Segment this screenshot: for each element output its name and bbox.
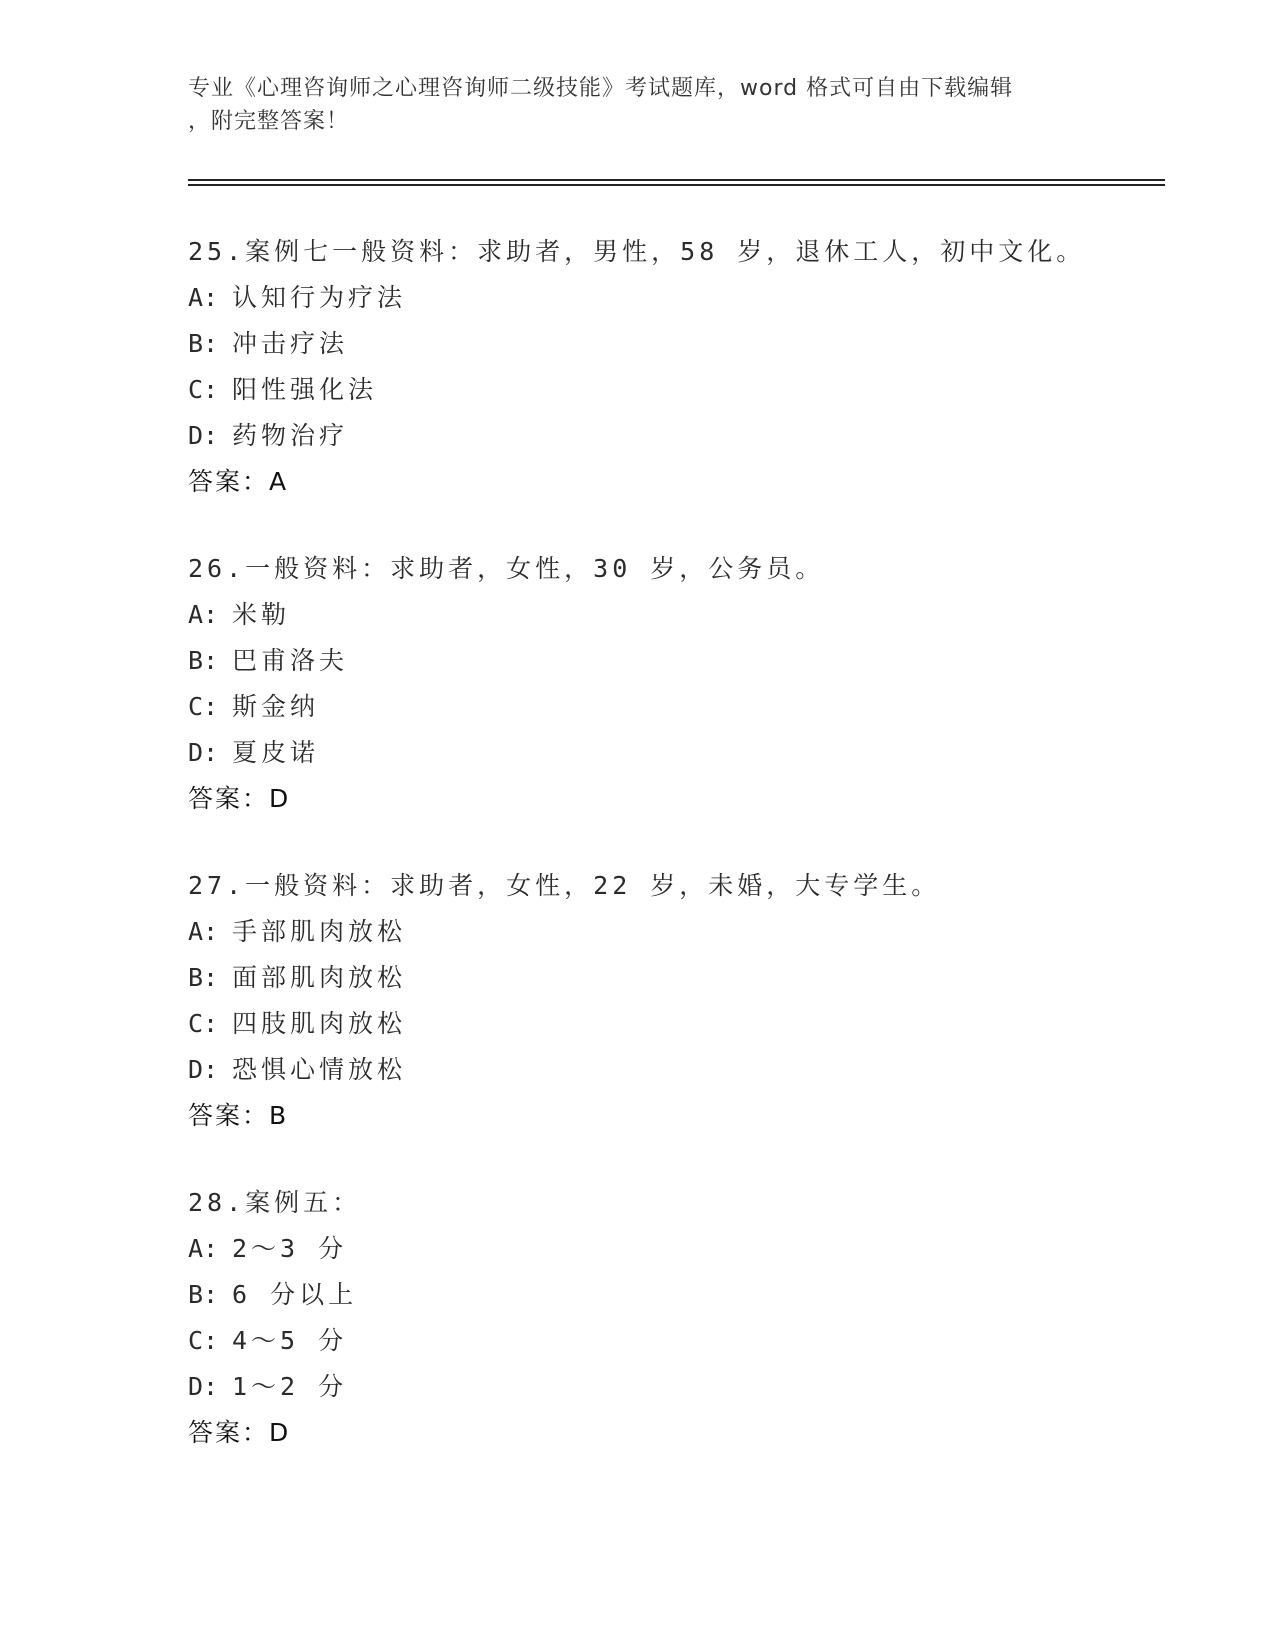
option-text: 认知行为疗法 <box>232 283 407 312</box>
option-c <box>188 374 1168 406</box>
option-key: A: <box>188 917 219 946</box>
option-key: D: <box>188 1372 219 1401</box>
question-27 <box>188 870 1168 1132</box>
option-text: 恐惧心情放松 <box>232 1055 407 1084</box>
document-header <box>188 72 1088 138</box>
option-text: 1～2 分 <box>232 1372 348 1401</box>
option-text: 手部肌肉放松 <box>232 917 407 946</box>
option-key: D: <box>188 421 219 450</box>
question-title: 28.案例五： <box>188 1188 362 1217</box>
header-line-1: 专业《心理咨询师之心理咨询师二级技能》考试题库，word 格式可自由下载编辑 <box>188 76 1014 101</box>
option-d <box>188 1054 1168 1086</box>
option-a <box>188 599 1168 631</box>
option-b <box>188 328 1168 360</box>
answer: 答案：D <box>188 1418 291 1447</box>
option-a <box>188 1233 1168 1265</box>
option-key: C: <box>188 1326 219 1355</box>
option-text: 阳性强化法 <box>232 375 378 404</box>
header-divider-bottom <box>188 184 1165 186</box>
option-key: A: <box>188 1234 219 1263</box>
option-text: 米勒 <box>232 600 291 629</box>
option-a <box>188 282 1168 314</box>
option-text: 冲击疗法 <box>232 329 349 358</box>
option-key: C: <box>188 692 219 721</box>
option-key: C: <box>188 375 219 404</box>
question-title: 26.一般资料：求助者，女性，30 岁，公务员。 <box>188 554 825 583</box>
option-b <box>188 645 1168 677</box>
option-b <box>188 962 1168 994</box>
answer: 答案：B <box>188 1101 289 1130</box>
option-d <box>188 1371 1168 1403</box>
option-key: B: <box>188 329 219 358</box>
answer: 答案：A <box>188 467 289 496</box>
option-key: A: <box>188 600 219 629</box>
option-text: 面部肌肉放松 <box>232 963 407 992</box>
option-text: 药物治疗 <box>232 421 349 450</box>
question-25 <box>188 236 1168 498</box>
option-text: 4～5 分 <box>232 1326 348 1355</box>
option-key: B: <box>188 1280 219 1309</box>
option-text: 夏皮诺 <box>232 738 320 767</box>
option-key: C: <box>188 1009 219 1038</box>
question-26 <box>188 553 1168 815</box>
question-28 <box>188 1187 1168 1449</box>
option-text: 6 分以上 <box>232 1280 358 1309</box>
question-title: 25.案例七一般资料：求助者，男性，58 岁，退休工人，初中文化。 <box>188 237 1086 266</box>
option-c <box>188 1008 1168 1040</box>
option-key: D: <box>188 1055 219 1084</box>
option-key: B: <box>188 963 219 992</box>
option-text: 四肢肌肉放松 <box>232 1009 407 1038</box>
option-c <box>188 1325 1168 1357</box>
option-key: D: <box>188 738 219 767</box>
option-c <box>188 691 1168 723</box>
option-d <box>188 737 1168 769</box>
option-text: 2～3 分 <box>232 1234 348 1263</box>
option-text: 斯金纳 <box>232 692 320 721</box>
option-key: A: <box>188 283 219 312</box>
option-d <box>188 420 1168 452</box>
option-text: 巴甫洛夫 <box>232 646 349 675</box>
header-line-2: ，附完整答案！ <box>188 109 350 134</box>
option-b <box>188 1279 1168 1311</box>
option-a <box>188 916 1168 948</box>
question-title: 27.一般资料：求助者，女性，22 岁，未婚，大专学生。 <box>188 871 941 900</box>
header-divider-top <box>188 179 1165 181</box>
option-key: B: <box>188 646 219 675</box>
answer: 答案：D <box>188 784 291 813</box>
